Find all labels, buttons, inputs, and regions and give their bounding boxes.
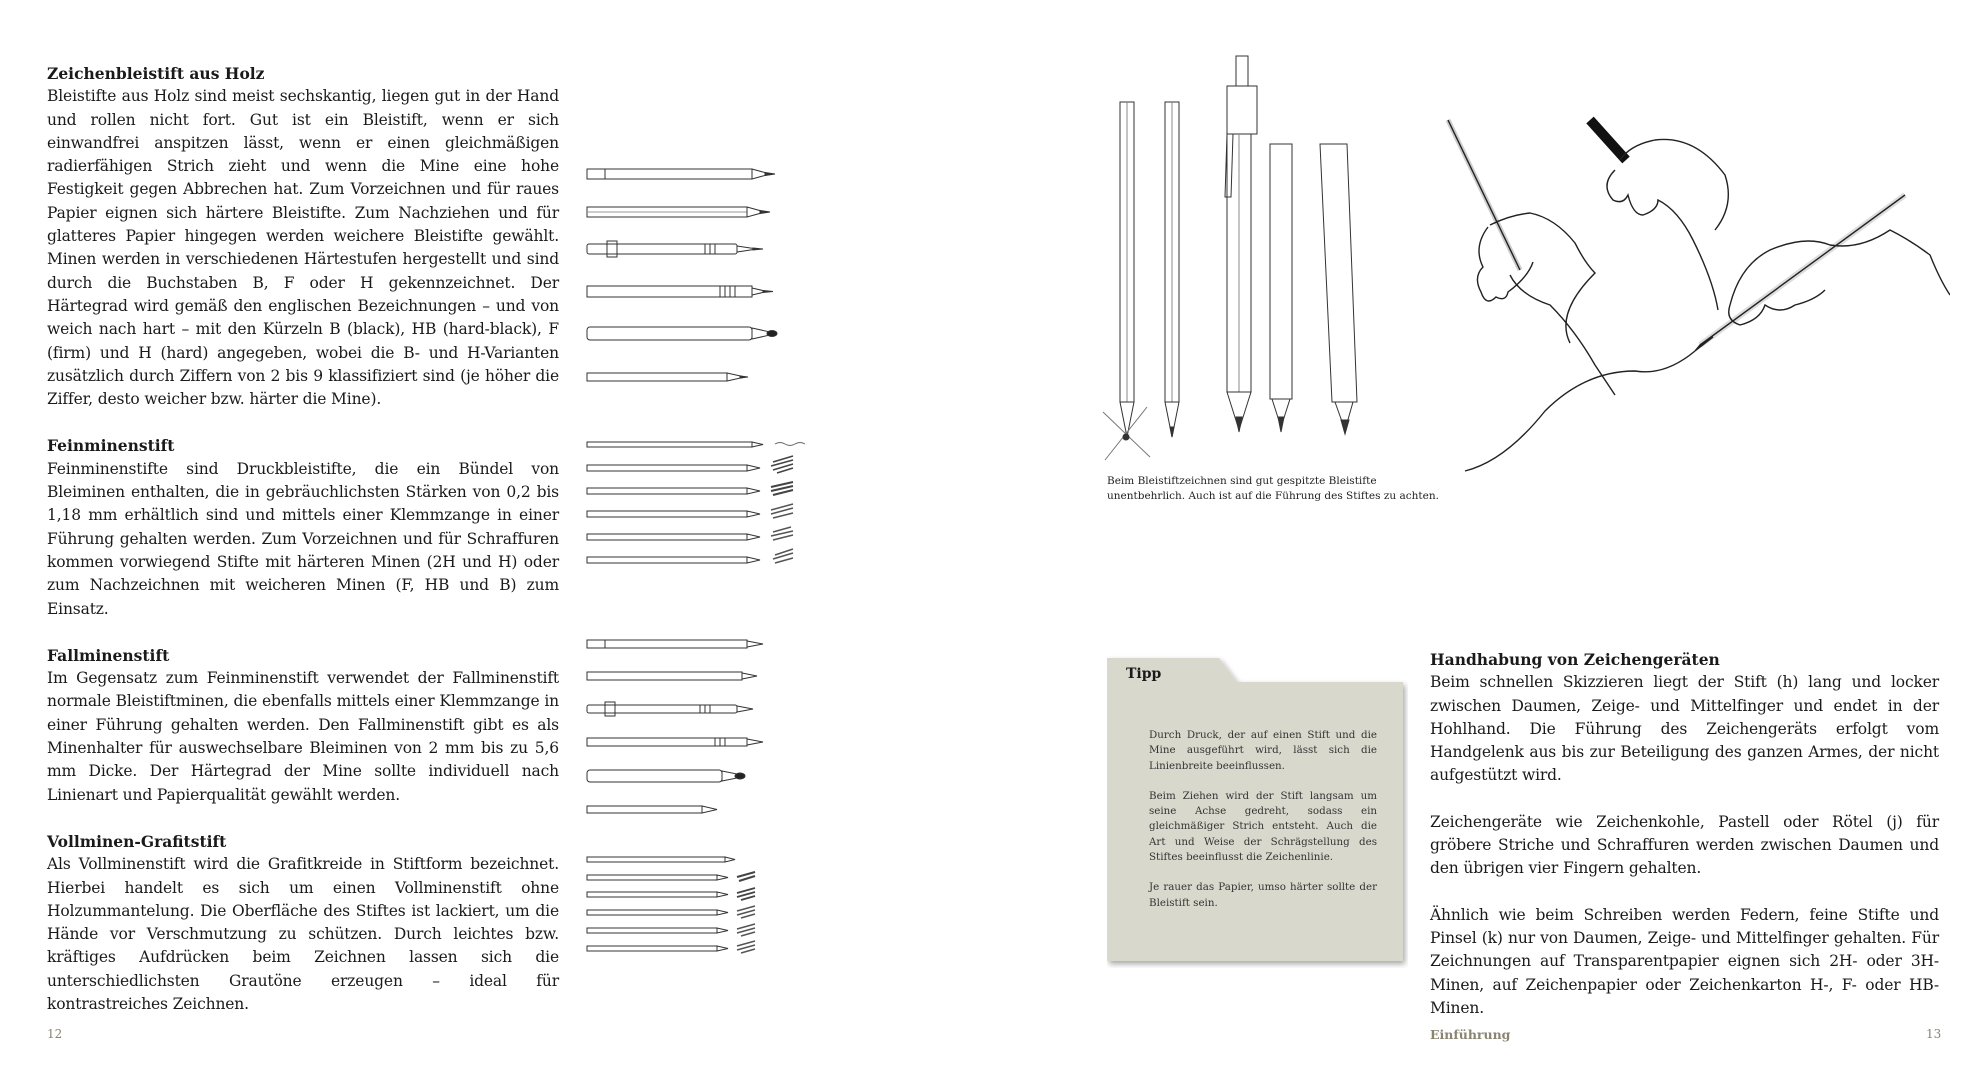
pencil-2	[587, 207, 770, 217]
section-title: Zeichenbleistift aus Holz	[47, 64, 265, 83]
mechanical-pencil	[1225, 56, 1257, 432]
graphite-stick	[1320, 144, 1357, 434]
section-body: Als Vollminenstift wird die Grafitkreide in Stiftform bezeichnet. Hierbei handelt es sich um einen Vollminenstift ohne Holzummantelung. Die Oberfläche des Stiftes ist lackiert, um die Hände vor Verschmutzung zu schützen. Durch leichtes bzw. kräftiges Aufdrücken beim Zeichnen lassen sich die unterschiedlichsten Grautöne erzeugen – ideal für kontrastreiches Zeichnen.	[47, 855, 559, 1013]
pencil-6	[587, 373, 748, 381]
page-number-right: 13	[1926, 1027, 1942, 1041]
tipp-paragraph: Durch Druck, der auf einen Stift und die Mine ausgeführt wird, lässt sich die Linienbreite beeinflussen.	[1149, 729, 1377, 772]
footer-section-title: Einführung	[1430, 1027, 1511, 1042]
section-body: Beim schnellen Skizzieren liegt der Stift (h) lang und locker zwischen Daumen, Zeige- und Mittelfinger und endet in der Hohlhand. Die Führung des Zeichengeräts erfolgt vom Handgelenk aus bis zur Beteiligung des ganzen Armes, der nicht aufgestützt wird.	[1430, 673, 1939, 785]
section-body: Ähnlich wie beim Schreiben werden Federn, feine Stifte und Pinsel (k) nur von Daumen, Zeige- und Mittelfinger gehalten. Für Zeichnungen auf Transparentpapier eignen sich 2H- oder 3H-Minen, auf Zeichenpapier oder Zeichenkarton H-, F- oder HB-Minen.	[1430, 905, 1939, 1017]
section-title: Handhabung von Zeichengeräten	[1430, 650, 1720, 669]
section-title: Feinminenstift	[47, 436, 175, 456]
left-text-column	[47, 62, 559, 1016]
section-body: Zeichengeräte wie Zeichenkohle, Pastell oder Rötel (j) für gröbere Striche und Schraffuren werden zwischen Daumen und den übrigen vier Fingern gehalten.	[1430, 812, 1939, 878]
section-fallmine	[47, 644, 559, 807]
fine-lead-pencils-illustration	[585, 440, 815, 570]
illustration-caption: Beim Bleistiftzeichnen sind gut gespitzte Bleistifte unentbehrlich. Auch ist auf die Führung des Stiftes zu achten.	[1107, 475, 1439, 502]
hand-k	[1465, 195, 1950, 471]
section-title: Vollminen-Grafitstift	[47, 831, 227, 851]
hand-h	[1448, 120, 1615, 395]
section-feinmine	[47, 434, 559, 620]
right-text-column	[1430, 648, 1939, 1020]
clutch-pencil	[1270, 144, 1292, 432]
pencil-4	[587, 286, 773, 297]
section-title: Fallminenstift	[47, 645, 170, 665]
hand-j	[1590, 120, 1728, 310]
pencil-broken-tip	[1103, 102, 1150, 460]
tipp-box	[1107, 654, 1408, 968]
tipp-label: Tipp	[1126, 666, 1162, 682]
tipp-paragraph: Je rauer das Papier, umso härter sollte der Bleistift sein.	[1149, 881, 1377, 909]
page-number-left: 12	[47, 1027, 63, 1041]
pencil-1	[587, 169, 775, 179]
pencil-5	[587, 327, 777, 340]
section-body: Feinminenstifte sind Druckbleistifte, die ein Bündel von Bleiminen enthalten, die in gebräuchlichsten Stärken von 0,2 bis 1,18 mm erhältlich sind und mittels einer Klemmzange in einer Führung gehalten werden. Zum Vorzeichnen und für Schraffuren kommen vorwiegend Stifte mit härteren Minen (2H und H) oder zum Nachzeichnen mit weicheren Minen (F, HB und B) zum Einsatz.	[47, 459, 559, 618]
section-body: Bleistifte aus Holz sind meist sechskantig, liegen gut in der Hand und rollen nicht fort. Gut ist ein Bleistift, wenn er sich einwandfrei anspitzen lässt, wenn er einen gleichmäßigen radierfähigen Strich zieht und wenn die Mine eine hohe Festigkeit gegen Abbrechen hat. Zum Vorzeichnen und für raues Papier eignen sich härtere Bleistifte. Zum Nachziehen und für glatteres Papier hingegen werden weichere Bleistifte gewählt. Minen werden in verschiedenen Härtestufen hergestellt und sind durch die Buchstaben B, F oder H gekennzeichnet. Der Härtegrad wird gemäß den englischen Bezeichnungen – und von weich nach hart – mit den Kürzeln B (black), HB (hard-black), F (firm) und H (hard) angegeben, wobei die B- und H-Varianten zusätzlich durch Ziffern von 2 bis 9 klassifiziert sind (je höher die Ziffer, desto weicher bzw. härter die Mine).	[47, 87, 559, 409]
tipp-body	[1149, 728, 1377, 926]
tipp-paragraph: Beim Ziehen wird der Stift langsam um seine Achse gedreht, sodass ein gleichmäßiger Strich entsteht. Auch die Art und Weise der Schrägstellung des Stiftes beeinflusst die Zeichenlinie.	[1149, 789, 1377, 864]
clutch-pencils-illustration	[585, 638, 785, 818]
section-body: Im Gegensatz zum Feinminenstift verwendet der Fallminenstift normale Bleistiftminen, die ebenfalls mittels einer Klemmzange in einer Führung gehalten werden. Den Fallminenstift gibt es als Minenhalter für auswechselbare Bleiminen von 2 mm bis zu 5,6 mm Dicke. Der Härtegrad der Mine sollte individuell nach Linienart und Papierqualität gewählt werden.	[47, 669, 559, 804]
pencil-3	[587, 241, 763, 257]
wooden-pencils-illustration	[585, 160, 835, 390]
hands-holding-pens-illustration	[1430, 115, 1950, 475]
section-holz	[47, 62, 559, 411]
graphite-sticks-illustration	[585, 855, 795, 965]
vertical-pencils-illustration	[1095, 52, 1395, 462]
section-vollmine	[47, 830, 559, 1016]
pencil-sharp	[1165, 102, 1179, 437]
